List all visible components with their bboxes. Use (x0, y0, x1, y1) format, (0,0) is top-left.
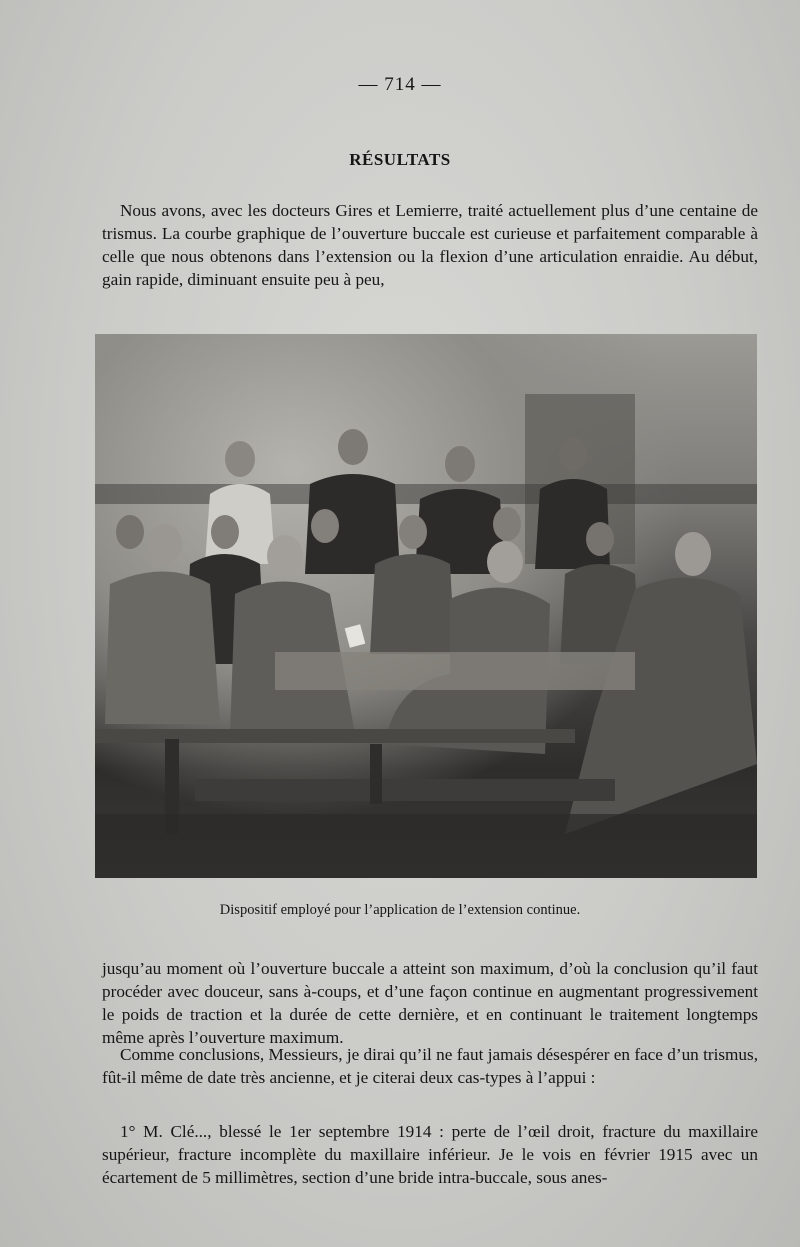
paragraph-conclusions: Comme conclusions, Messieurs, je dirai qu’il ne faut jamais désespérer en face d’un trismus, fût-il même de date très ancienne, et je citerai deux cas-types à l’appui : (102, 1045, 758, 1087)
paragraph-intro: Nous avons, avec les docteurs Gires et Lemierre, traité actuellement plus d’une centaine de trismus. La courbe graphique de l’ouverture buccale est curieuse et parfaitement comparable à celle que nous obtenons dans l’extension ou la flexion d’une articulation enraidie. Au début, gain rapide, diminuant ensuite peu à peu, (102, 201, 758, 289)
section-title: RÉSULTATS (349, 150, 451, 169)
paragraph-case-one: 1° M. Clé..., blessé le 1er septembre 1914 : perte de l’œil droit, fracture du maxillaire supérieur, fracture incomplète du maxillaire inférieur. Je le vois en février 1915 avec un écartement de 5 millimètres, section d’une bride intra-buccale, sous anes- (102, 1122, 758, 1187)
photo-illustration (95, 334, 757, 878)
group-photograph (95, 334, 757, 878)
page-number: — 714 — (358, 74, 442, 95)
paragraph-continuation: jusqu’au moment où l’ouverture buccale a atteint son maximum, d’où la conclusion qu’il faut procéder avec douceur, sans à-coups, et d’une façon continue en augmentant progressivement le poids de traction et la durée de cette dernière, et en continuant le traitement longtemps même après l’ouverture maximum. (102, 959, 758, 1047)
figure-caption: Dispositif employé pour l’application de l’extension continue. (219, 902, 581, 918)
